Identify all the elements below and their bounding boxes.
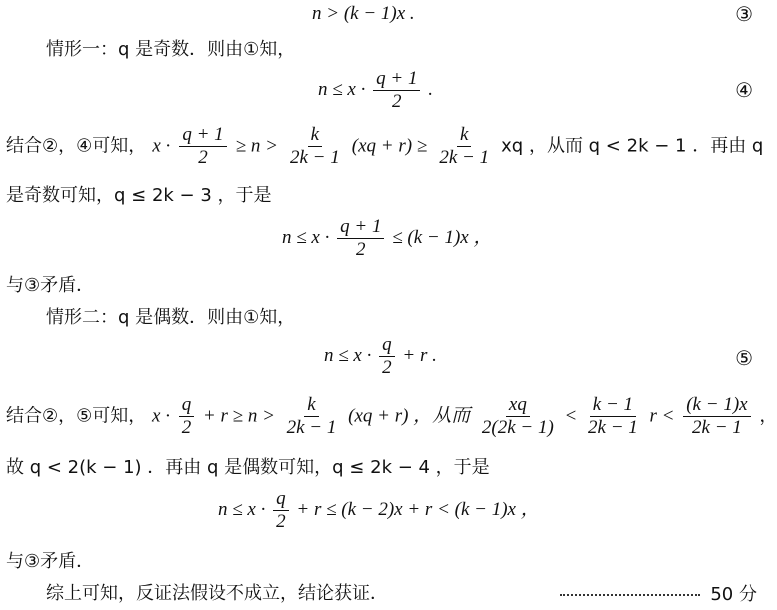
- combine1-f1-den: 2: [198, 147, 208, 168]
- combine1-f2-den: 2k − 1: [289, 147, 340, 168]
- conclusion: 综上可知，反证法假设不成立，结论获证．: [46, 583, 388, 604]
- combine1-ineq: ≥ n >: [235, 135, 278, 157]
- eq-mid2-num: q: [273, 488, 289, 511]
- combine1-x: x ·: [152, 135, 171, 157]
- combine1-intro: 结合②，④可知，: [6, 135, 147, 157]
- combine2-fraction-1: [179, 394, 195, 439]
- eq4-fraction: [373, 68, 420, 113]
- equation-3: n > (k − 1)x .: [312, 3, 415, 24]
- eq5-right: + r .: [402, 344, 437, 366]
- combine2-paren: (xq + r) ，从而: [348, 405, 471, 427]
- combine2-fraction-4: [585, 394, 641, 439]
- eq5-num: q: [379, 334, 395, 357]
- combine2-intro: 结合②，⑤可知，: [6, 405, 147, 427]
- combine1-paren: (xq + r) ≥: [351, 135, 428, 157]
- score-label: 50 分: [710, 584, 757, 605]
- combine2-f2-num: k: [304, 394, 318, 417]
- equation-4: [318, 68, 433, 113]
- combine2-lt-1: <: [565, 405, 577, 427]
- combine2-ineq: + r ≥ n >: [202, 405, 275, 427]
- tag-5: ⑤: [735, 346, 753, 370]
- combine2-r-lt: r <: [649, 405, 675, 427]
- eq5-fraction: [379, 334, 395, 379]
- combine2-f5-den: 2k − 1: [692, 417, 742, 438]
- combine2-f3-den: 2(2k − 1): [481, 417, 554, 438]
- combine1-f3-den: 2k − 1: [439, 147, 490, 168]
- eq-mid1-num: q + 1: [337, 216, 384, 239]
- eq-mid2-den: 2: [276, 511, 286, 532]
- combine2-f5-num: (k − 1)x: [683, 394, 750, 417]
- eq5-left: n ≤ x ·: [324, 344, 372, 366]
- combine1-f1-num: q + 1: [179, 124, 226, 147]
- combine2-f4-den: 2k − 1: [588, 417, 638, 438]
- contradiction-2: 与③矛盾．: [6, 551, 95, 572]
- combine2-f1-num: q: [179, 394, 195, 417]
- eq4-left: n ≤ x ·: [318, 78, 366, 100]
- combine-1: [6, 124, 763, 169]
- eq5-den: 2: [382, 357, 392, 378]
- combine2-f4-num: k − 1: [590, 394, 636, 417]
- dot-leader: [560, 594, 700, 596]
- combine2-fraction-3: [479, 394, 557, 439]
- case-2-intro: 情形二：q 是偶数．则由①知，: [46, 307, 296, 328]
- combine2-fraction-5: [683, 394, 750, 439]
- contradiction-1: 与③矛盾．: [6, 275, 95, 296]
- combine-2-line-2: 故 q < 2(k − 1) ．再由 q 是偶数可知，q ≤ 2k − 4 ，于是: [6, 457, 490, 478]
- eq-mid2-left: n ≤ x ·: [218, 498, 266, 520]
- tag-4: ④: [735, 78, 753, 102]
- eq-mid2-right: + r ≤ (k − 2)x + r < (k − 1)x ，: [296, 498, 540, 520]
- combine1-fraction-3: [436, 124, 492, 169]
- combine1-tail: xq ，从而 q < 2k − 1 ．再由 q: [501, 135, 764, 157]
- case-1-intro: 情形一：q 是奇数．则由①知，: [46, 39, 296, 60]
- eq4-num: q + 1: [373, 68, 420, 91]
- eq-mid2-fraction: [273, 488, 289, 533]
- eq4-end: .: [428, 78, 433, 100]
- equation-mid-2: [218, 488, 540, 533]
- equation-5: [324, 334, 437, 379]
- eq-mid1-left: n ≤ x ·: [282, 226, 330, 248]
- eq-mid1-fraction: [337, 216, 384, 261]
- eq-mid1-right: ≤ (k − 1)x ，: [392, 226, 493, 248]
- equation-mid-1: [282, 216, 492, 261]
- combine1-f2-num: k: [308, 124, 322, 147]
- tag-3: ③: [735, 2, 753, 26]
- eq-mid1-den: 2: [356, 239, 366, 260]
- combine2-f3-num: xq: [506, 394, 530, 417]
- combine2-f2-den: 2k − 1: [286, 417, 337, 438]
- combine2-comma: ，: [759, 405, 777, 427]
- combine2-x: x ·: [152, 405, 170, 427]
- eq4-den: 2: [392, 91, 402, 112]
- combine2-fraction-2: [284, 394, 340, 439]
- combine-1-line-2: 是奇数可知，q ≤ 2k − 3 ，于是: [6, 185, 272, 206]
- combine2-f1-den: 2: [181, 417, 192, 438]
- combine1-f3-num: k: [457, 124, 471, 147]
- combine1-fraction-2: [287, 124, 343, 169]
- combine1-fraction-1: [179, 124, 226, 169]
- score: [560, 582, 757, 607]
- combine-2: [6, 394, 777, 439]
